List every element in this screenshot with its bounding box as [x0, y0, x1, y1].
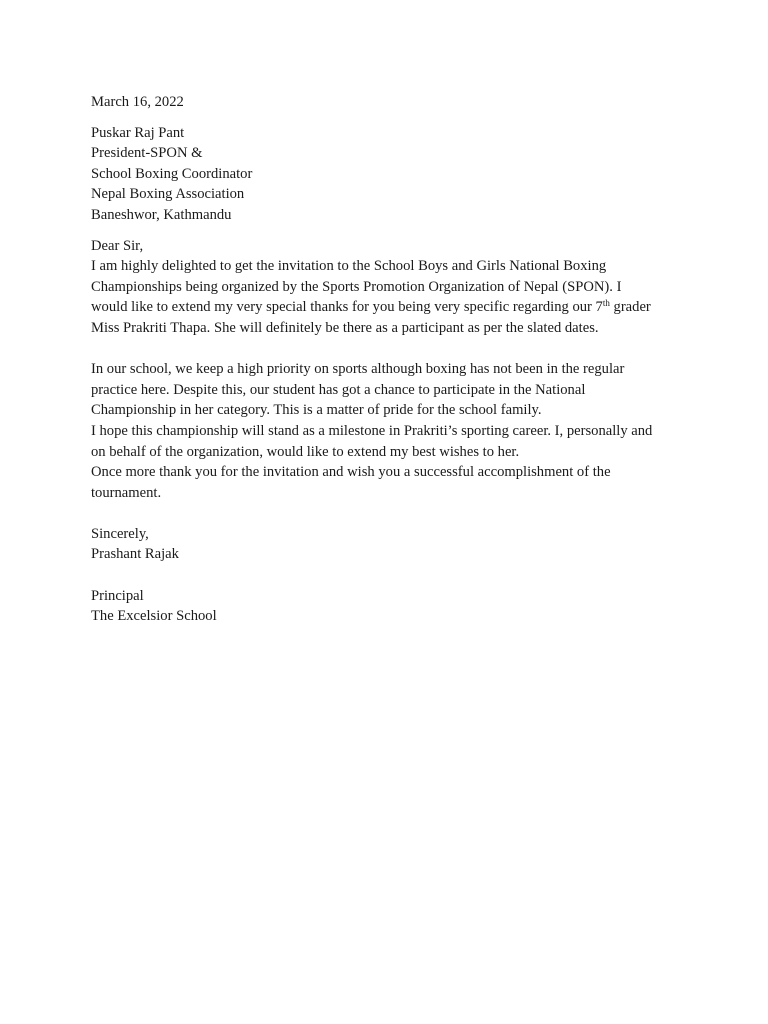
ordinal-suffix: th: [602, 298, 610, 309]
paragraph-1-line: I am highly delighted to get the invitation to the School Boys and Girls National Boxing: [91, 258, 607, 275]
paragraph-2-line: Championship in her category. This is a matter of pride for the school family.: [91, 402, 542, 419]
recipient-organization: Nepal Boxing Association: [91, 186, 245, 203]
paragraph-2-line: practice here. Despite this, our student has got a chance to participate in the National: [91, 381, 586, 398]
paragraph-1-text: grader: [609, 299, 651, 316]
paragraph-1-line: Miss Prakriti Thapa. She will definitely be there as a participant as per the slated dates.: [91, 319, 599, 336]
paragraph-2-line: Once more thank you for the invitation and wish you a successful accomplishment of the: [91, 464, 611, 481]
paragraph-2-line: In our school, we keep a high priority on sports although boxing has not been in the regular: [91, 361, 625, 378]
paragraph-1-line: [91, 297, 691, 318]
paragraph-1-line: Championships being organized by the Sports Promotion Organization of Nepal (SPON). I: [91, 278, 622, 295]
letter-date: March 16, 2022: [91, 94, 184, 110]
paragraph-2-line: on behalf of the organization, would like to extend my best wishes to her.: [91, 443, 520, 460]
closing: Sincerely,: [91, 525, 149, 542]
paragraph-2-line: I hope this championship will stand as a milestone in Prakriti’s sporting career. I, personally and: [91, 422, 653, 439]
recipient-address: Baneshwor, Kathmandu: [91, 206, 232, 223]
recipient-name: Puskar Raj Pant: [91, 124, 185, 141]
sender-school: The Excelsior School: [91, 608, 217, 625]
paragraph-2: [91, 359, 691, 503]
recipient-block: [91, 123, 691, 226]
paragraph-1-text: would like to extend my very special thanks for you being very specific regarding our 7: [91, 299, 603, 316]
letter-body: [91, 92, 691, 627]
sender-name: Prashant Rajak: [91, 546, 179, 563]
recipient-title-2: School Boxing Coordinator: [91, 165, 253, 182]
paragraph-2-line: tournament.: [91, 484, 162, 501]
recipient-title-1: President-SPON &: [91, 145, 203, 162]
salutation: Dear Sir,: [91, 237, 144, 254]
sender-title: Principal: [91, 587, 144, 604]
paragraph-1: [91, 256, 691, 338]
